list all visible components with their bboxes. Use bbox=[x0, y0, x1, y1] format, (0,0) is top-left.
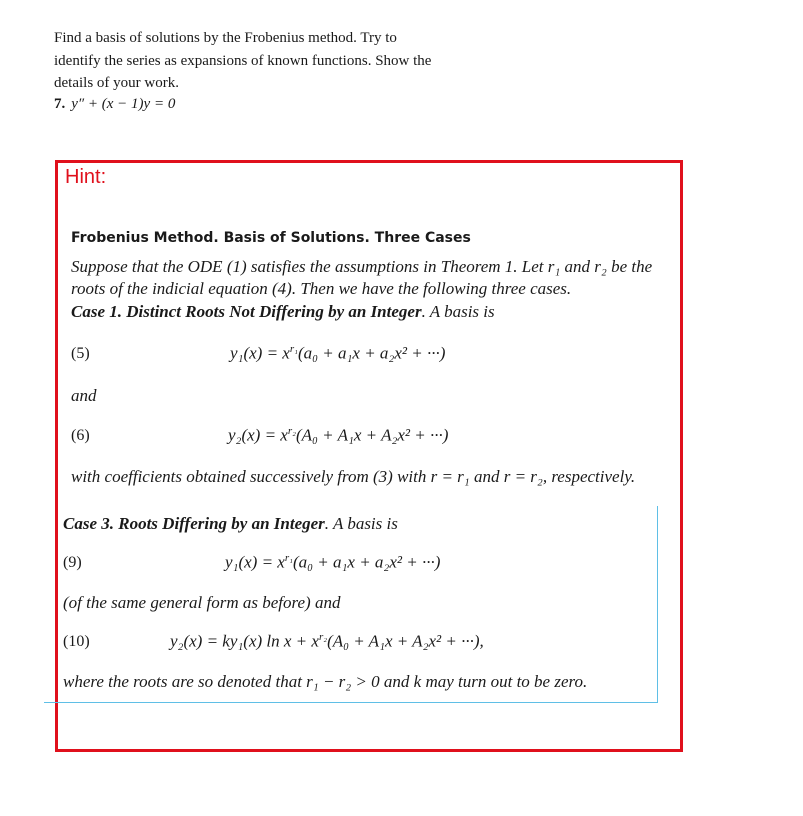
problem-equation: y″ + (x − 1)y = 0 bbox=[71, 96, 176, 112]
eq10-number: (10) bbox=[63, 633, 90, 650]
eq6: $y_2(x) = x^{r_2}(A_0 + A_1x + A_2x^2$ + ···) bbox=[228, 425, 449, 445]
problem-7 bbox=[54, 96, 175, 113]
eq5-number: (5) bbox=[71, 345, 90, 362]
case3-closing: where the roots are so denoted that r₁ − r₂ > 0 and k may turn out to be zero. bbox=[63, 672, 588, 691]
case1-tail: . A basis is bbox=[421, 302, 495, 321]
hint-box bbox=[55, 160, 683, 752]
case1-title: Case 1. Distinct Roots Not Differing by an Integer bbox=[71, 302, 422, 321]
exercise-instructions: Find a basis of solutions by the Frobenius method. Try to identify the series as expansions of known functions. Show the details of your work. bbox=[54, 30, 432, 91]
selection-line-vertical bbox=[657, 506, 658, 703]
problem-number: 7. bbox=[54, 96, 66, 112]
eq9: $y_1(x) = x^{r_1}(a_0 + a_1x + a_2x^2$ + ···) bbox=[225, 552, 441, 572]
eq9-number: (9) bbox=[63, 554, 82, 571]
selection-line-horizontal bbox=[44, 702, 658, 703]
and-text: and bbox=[71, 386, 97, 405]
theorem-title: Frobenius Method. Basis of Solutions. Three Cases bbox=[71, 230, 471, 246]
eq5: $y_1(x) = x^{r_1}(a_0 + a_1x + a_2x^2$ + ···) bbox=[230, 343, 446, 363]
case1-closing: with coefficients obtained successively from (3) with r = r₁ and r = r₂, respectively. bbox=[71, 467, 636, 486]
case3-heading bbox=[63, 514, 398, 534]
case1-heading bbox=[71, 302, 495, 322]
hint-label: Hint: bbox=[65, 166, 107, 188]
eq6-number: (6) bbox=[71, 427, 90, 444]
theorem-body: Suppose that the ODE (1) satisfies the assumptions in Theorem 1. Let r₁ and r₂ be the roots of the indicial equation (4). Then we have the following three cases. bbox=[71, 257, 653, 298]
case3-tail: . A basis is bbox=[324, 514, 398, 533]
case3-middle: (of the same general form as before) and bbox=[63, 593, 341, 612]
case3-title: Case 3. Roots Differing by an Integer bbox=[63, 514, 325, 533]
eq10: y₂(x) = ky₁(x) $\ln x + x^{r_2}(A_0 + A_1x + A_2x^2$ + ···), bbox=[170, 631, 484, 651]
